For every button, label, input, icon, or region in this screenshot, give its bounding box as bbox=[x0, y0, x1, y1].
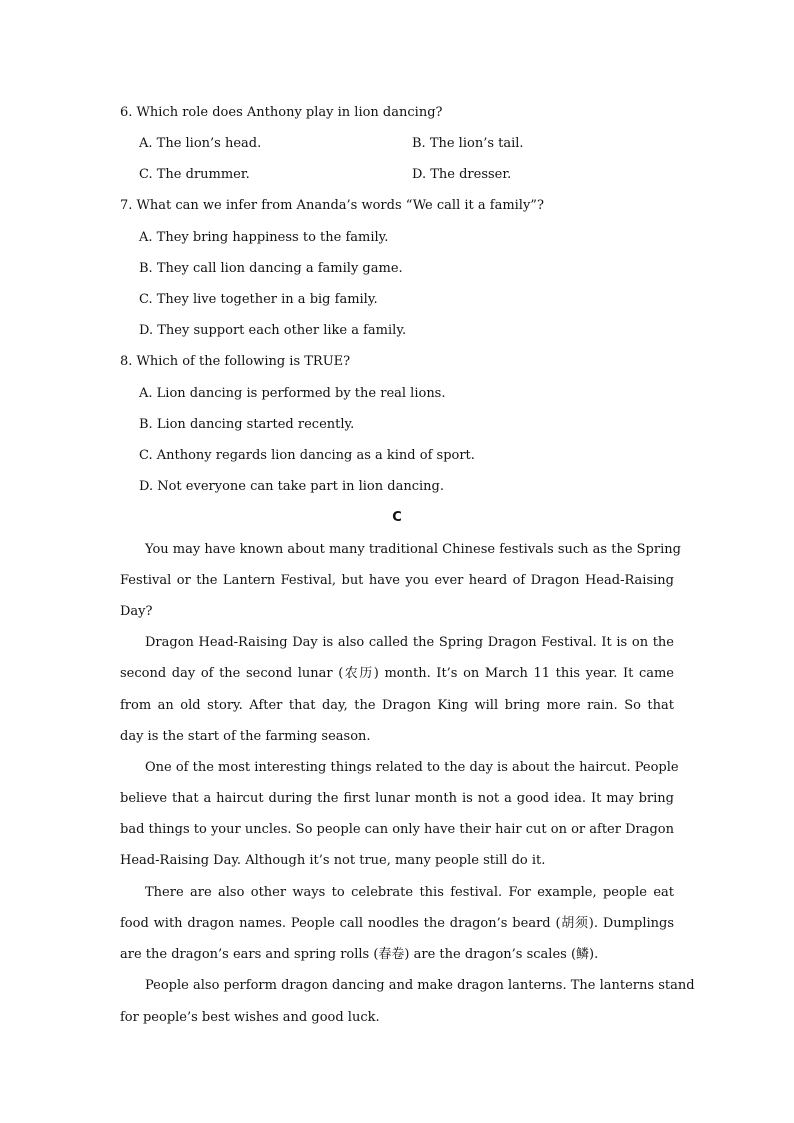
question-7-stem: 7. What can we infer from Ananda’s words “We call it a family”? bbox=[120, 198, 544, 213]
paragraph-line: second day of the second lunar (农历) month. It’s on March 11 this year. It came bbox=[120, 666, 674, 681]
question-8-option-c: C. Anthony regards lion dancing as a kind of sport. bbox=[139, 448, 475, 463]
paragraph-line: Head-Raising Day. Although it’s not true, many people still do it. bbox=[120, 853, 546, 868]
question-7-option-c: C. They live together in a big family. bbox=[139, 292, 378, 307]
question-6-option-c: C. The drummer. bbox=[139, 167, 250, 182]
paragraph-line: from an old story. After that day, the Dragon King will bring more rain. So that bbox=[120, 698, 674, 713]
question-6-option-a: A. The lion’s head. bbox=[139, 136, 262, 151]
paragraph-line: One of the most interesting things related to the day is about the haircut. People bbox=[145, 760, 679, 775]
question-8-option-a: A. Lion dancing is performed by the real lions. bbox=[139, 386, 446, 401]
paragraph-line: day is the start of the farming season. bbox=[120, 729, 371, 744]
paragraph-line: are the dragon’s ears and spring rolls (春卷) are the dragon’s scales (鳞). bbox=[120, 947, 599, 962]
section-heading: C bbox=[392, 510, 402, 525]
paragraph-line: There are also other ways to celebrate this festival. For example, people eat bbox=[145, 885, 674, 900]
question-8-option-d: D. Not everyone can take part in lion dancing. bbox=[139, 479, 444, 494]
question-7-option-d: D. They support each other like a family. bbox=[139, 323, 407, 338]
question-8-stem: 8. Which of the following is TRUE? bbox=[120, 354, 351, 369]
paragraph-line: believe that a haircut during the first lunar month is not a good idea. It may bring bbox=[120, 791, 674, 806]
paragraph-line: Festival or the Lantern Festival, but have you ever heard of Dragon Head-Raising bbox=[120, 573, 674, 588]
paragraph-line: Dragon Head-Raising Day is also called the Spring Dragon Festival. It is on the bbox=[145, 635, 674, 650]
question-6-option-d: D. The dresser. bbox=[412, 167, 512, 182]
question-7-option-b: B. They call lion dancing a family game. bbox=[139, 261, 403, 276]
question-6-stem: 6. Which role does Anthony play in lion dancing? bbox=[120, 105, 443, 120]
question-7-option-a: A. They bring happiness to the family. bbox=[139, 230, 389, 245]
paragraph-line: food with dragon names. People call noodles the dragon’s beard (胡须). Dumplings bbox=[120, 916, 674, 931]
paragraph-line: People also perform dragon dancing and make dragon lanterns. The lanterns stand bbox=[145, 978, 695, 993]
question-8-option-b: B. Lion dancing started recently. bbox=[139, 417, 355, 432]
question-6-option-b: B. The lion’s tail. bbox=[412, 136, 524, 151]
paragraph-line: Day? bbox=[120, 604, 153, 619]
paragraph-line: You may have known about many traditional Chinese festivals such as the Spring bbox=[145, 542, 681, 557]
paragraph-line: for people’s best wishes and good luck. bbox=[120, 1010, 380, 1025]
paragraph-line: bad things to your uncles. So people can only have their hair cut on or after Dragon bbox=[120, 822, 675, 837]
